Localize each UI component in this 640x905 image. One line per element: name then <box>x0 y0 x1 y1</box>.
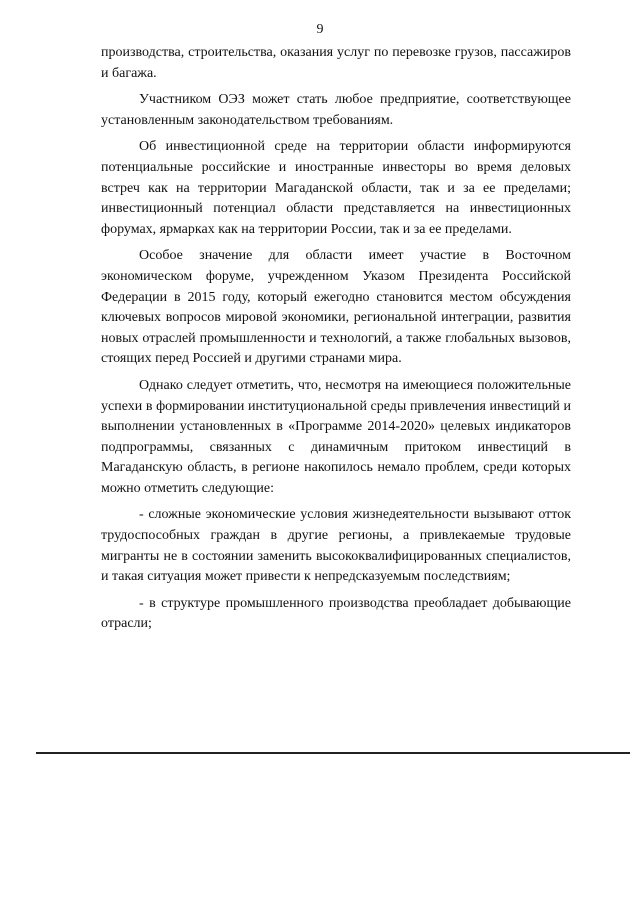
paragraph-eastern-economic-forum: Особое значение для области имеет участие в Восточном экономическом форуме, учрежденном Указом Президента Российской Федерации в 2015 году, который ежегодно становится местом обсуждения ключевых вопросов мировой экономики, региональной интеграции, развития новых отраслей промышленности и технологий, а также глобальных вызовов, стоящих перед Россией и другими странами мира. <box>101 248 571 367</box>
paragraph-oez-participant: Участником ОЭЗ может стать любое предприятие, соответствующее установленным законодательством требованиям. <box>101 92 571 128</box>
paragraph-investment-environment: Об инвестиционной среде на территории области информируются потенциальные российские и иностранные инвесторы во время деловых встреч как на территории Магаданской области, так и за ее пределами; инвестиционный потенциал области представляется на инвестиционных форумах, ярмарках как на территории России, так и за ее пределами. <box>101 139 571 237</box>
paragraph-problems-intro: Однако следует отметить, что, несмотря на имеющиеся положительные успехи в формировании институциональной среды привлечения инвестиций и выполнении установленных в «Программе 2014-2020» целевых индикаторов подпрограммы, связанных с динамичным притоком инвестиций в Магаданскую область, в регионе накопилось немало проблем, среди которых можно отметить следующие: <box>101 377 571 496</box>
list-item-industry-structure: - в структуре промышленного производства преобладает добывающие отрасли; <box>101 595 571 632</box>
page-number: 9 <box>316 22 324 37</box>
document-body <box>101 43 571 635</box>
list-item-economic-conditions: - сложные экономические условия жизнедеятельности вызывают отток трудоспособных граждан в другие регионы, а привлекаемые трудовые мигранты не в состоянии заменить высококвалифицированных специалистов, и такая ситуация может привести к непредсказуемым последствиям; <box>101 507 571 585</box>
paragraph-continuation: производства, строительства, оказания услуг по перевозке грузов, пассажиров и багажа. <box>101 45 571 81</box>
bottom-divider <box>36 752 630 754</box>
